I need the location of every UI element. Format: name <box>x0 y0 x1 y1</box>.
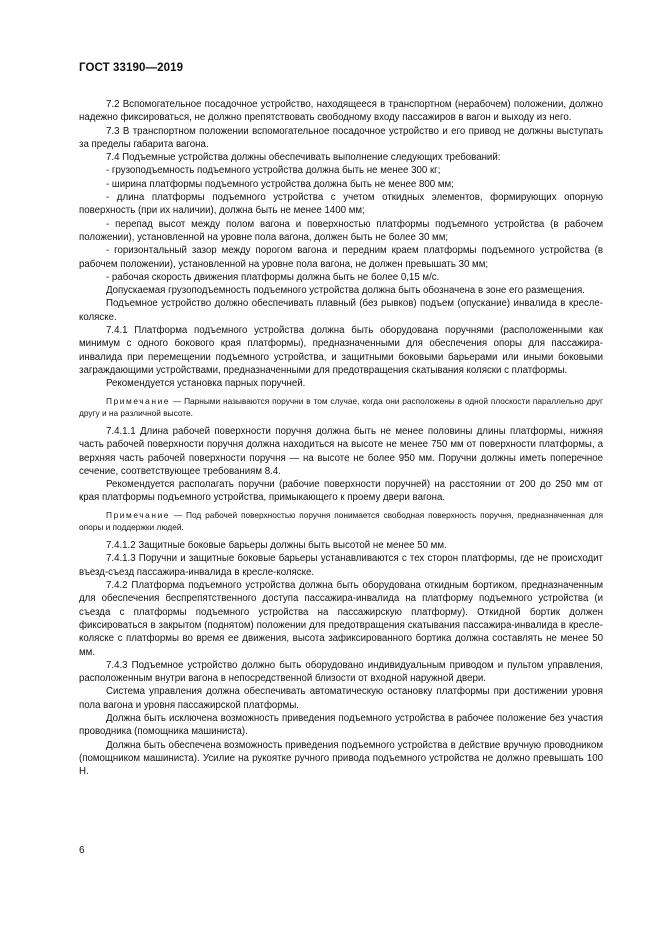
paragraph-conductor-participation: Должна быть исключена возможность приведения подъемного устройства в рабочее положение без участия проводника (помощника машиниста). <box>79 712 603 738</box>
paragraph-7-4-2: 7.4.2 Платформа подъемного устройства должна быть оборудована откидным бортиком, предназначенным для обеспечения беспрепятственного доступа пассажира-инвалида на платформу подъемного устройства (и съезда с платформы подъемного устройства на пассажирскую платформу). Откидной бортик должен фиксироваться в закрытом (поднятом) положении для предотвращения скатывания пассажира-инвалида в кресле-коляске с платформы во время ее движения, высота зафиксированного бортика должна составлять не менее 50 мм. <box>79 580 603 658</box>
note-label: Примечание <box>106 509 171 520</box>
list-item-horizontal-gap: - горизонтальный зазор между порогом вагона и передним краем платформы подъемного устройства (в рабочем положении), установленной на уровне пола вагона, не должен превышать 30 мм; <box>79 245 603 270</box>
paragraph-7-4-1-2: 7.4.1.2 Защитные боковые барьеры должны быть высотой не менее 50 мм. <box>106 540 447 552</box>
paragraph-handrail-distance: Рекомендуется располагать поручни (рабочие поверхности поручней) на расстоянии от 200 до 250 мм от края платформы подъемного устройства, примыкающего к проему двери вагона. <box>79 479 603 504</box>
document-header: ГОСТ 33190—2019 <box>79 62 184 74</box>
list-item-platform-length: - длина платформы подъемного устройства с учетом откидных элементов, формирующих опорную поверхность (при их наличии), должна быть не менее 1400 мм; <box>79 192 603 217</box>
note-handrail-surface <box>79 509 603 533</box>
document-body <box>79 98 603 778</box>
paragraph-7-3: 7.3 В транспортном положении вспомогательное посадочное устройство и его привод не должны выступать за пределы габарита вагона. <box>79 125 603 150</box>
paragraph-7-4-1: 7.4.1 Платформа подъемного устройства должна быть оборудована поручнями (расположенными как минимум с одного бокового края платформы), предназначенными для обеспечения опоры для пассажира-инвалида при перемещении подъемного устройства, и защитными боковыми барьерами или иными боковыми заграждающими устройствами, предназначенными для предотвращения скатывания коляски с платформы. <box>79 325 603 376</box>
note-label: Примечание <box>106 395 171 406</box>
note-text: — Парными называются поручни в том случае, когда они расположены в одной плоскости параллельно друг другу и на различной высоте. <box>79 395 603 418</box>
paragraph-control-system: Система управления должна обеспечивать автоматическую остановку платформы при достижении уровня пола вагона и уровня пассажирской платформы. <box>79 686 603 711</box>
paragraph-paired-handrails: Рекомендуется установка парных поручней. <box>106 378 306 390</box>
list-item-height-difference: - перепад высот между полом вагона и поверхностью платформы подъемного устройства (в рабочем положении), установленной на уровне пола вагона, должен быть не более 30 мм; <box>79 218 603 243</box>
paragraph-7-2: 7.2 Вспомогательное посадочное устройство, находящееся в транспортном (нерабочем) положении, должно надежно фиксироваться, не должно препятствовать свободному входу пассажиров в вагон и выходу из него. <box>79 99 603 124</box>
paragraph-7-4-1-1: 7.4.1.1 Длина рабочей поверхности поручня должна быть не менее половины длины платформы, нижняя часть рабочей поверхности поручня должна находиться на высоте не менее 750 мм от поверхности платформы, а верхняя часть рабочей поверхности поручня — на высоте не более 950 мм. Поручни должны иметь поперечное сечение, соответствующее требованиям 8.4. <box>79 425 603 477</box>
page-number: 6 <box>79 845 85 856</box>
note-text: — Под рабочей поверхностью поручня понимается свободная поверхность поручня, предназначенная для опоры и поддержки людей. <box>79 509 603 532</box>
paragraph-7-4: 7.4 Подъемные устройства должны обеспечивать выполнение следующих требований: <box>106 152 501 164</box>
list-item-platform-width: - ширина платформы подъемного устройства должна быть не менее 800 мм; <box>106 178 454 190</box>
note-paired-handrails <box>79 395 603 419</box>
paragraph-manual-drive: Должна быть обеспечена возможность приведения подъемного устройства в действие вручную проводником (помощником машиниста). Усилие на рукоятке ручного привода подъемного устройства не должно превышать 100 Н. <box>79 739 603 778</box>
paragraph-7-4-1-3: 7.4.1.3 Поручни и защитные боковые барьеры устанавливаются с тех сторон платформы, где не происходит въезд-съезд пассажира-инвалида в кресле-коляске. <box>79 553 603 578</box>
paragraph-capacity-marking: Допускаемая грузоподъемность подъемного устройства должна быть обозначена в зоне его размещения. <box>106 285 585 297</box>
list-item-platform-speed: - рабочая скорость движения платформы должна быть не более 0,15 м/с. <box>106 271 440 283</box>
list-item-load-capacity: - грузоподъемность подъемного устройства должна быть не менее 300 кг; <box>106 165 441 177</box>
paragraph-7-4-3: 7.4.3 Подъемное устройство должно быть оборудовано индивидуальным приводом и пультом управления, расположенным внутри вагона в непосредственной близости от входной наружной двери. <box>79 659 603 685</box>
paragraph-smooth-lift: Подъемное устройство должно обеспечивать плавный (без рывков) подъем (опускание) инвалида в кресле-коляске. <box>79 298 603 323</box>
